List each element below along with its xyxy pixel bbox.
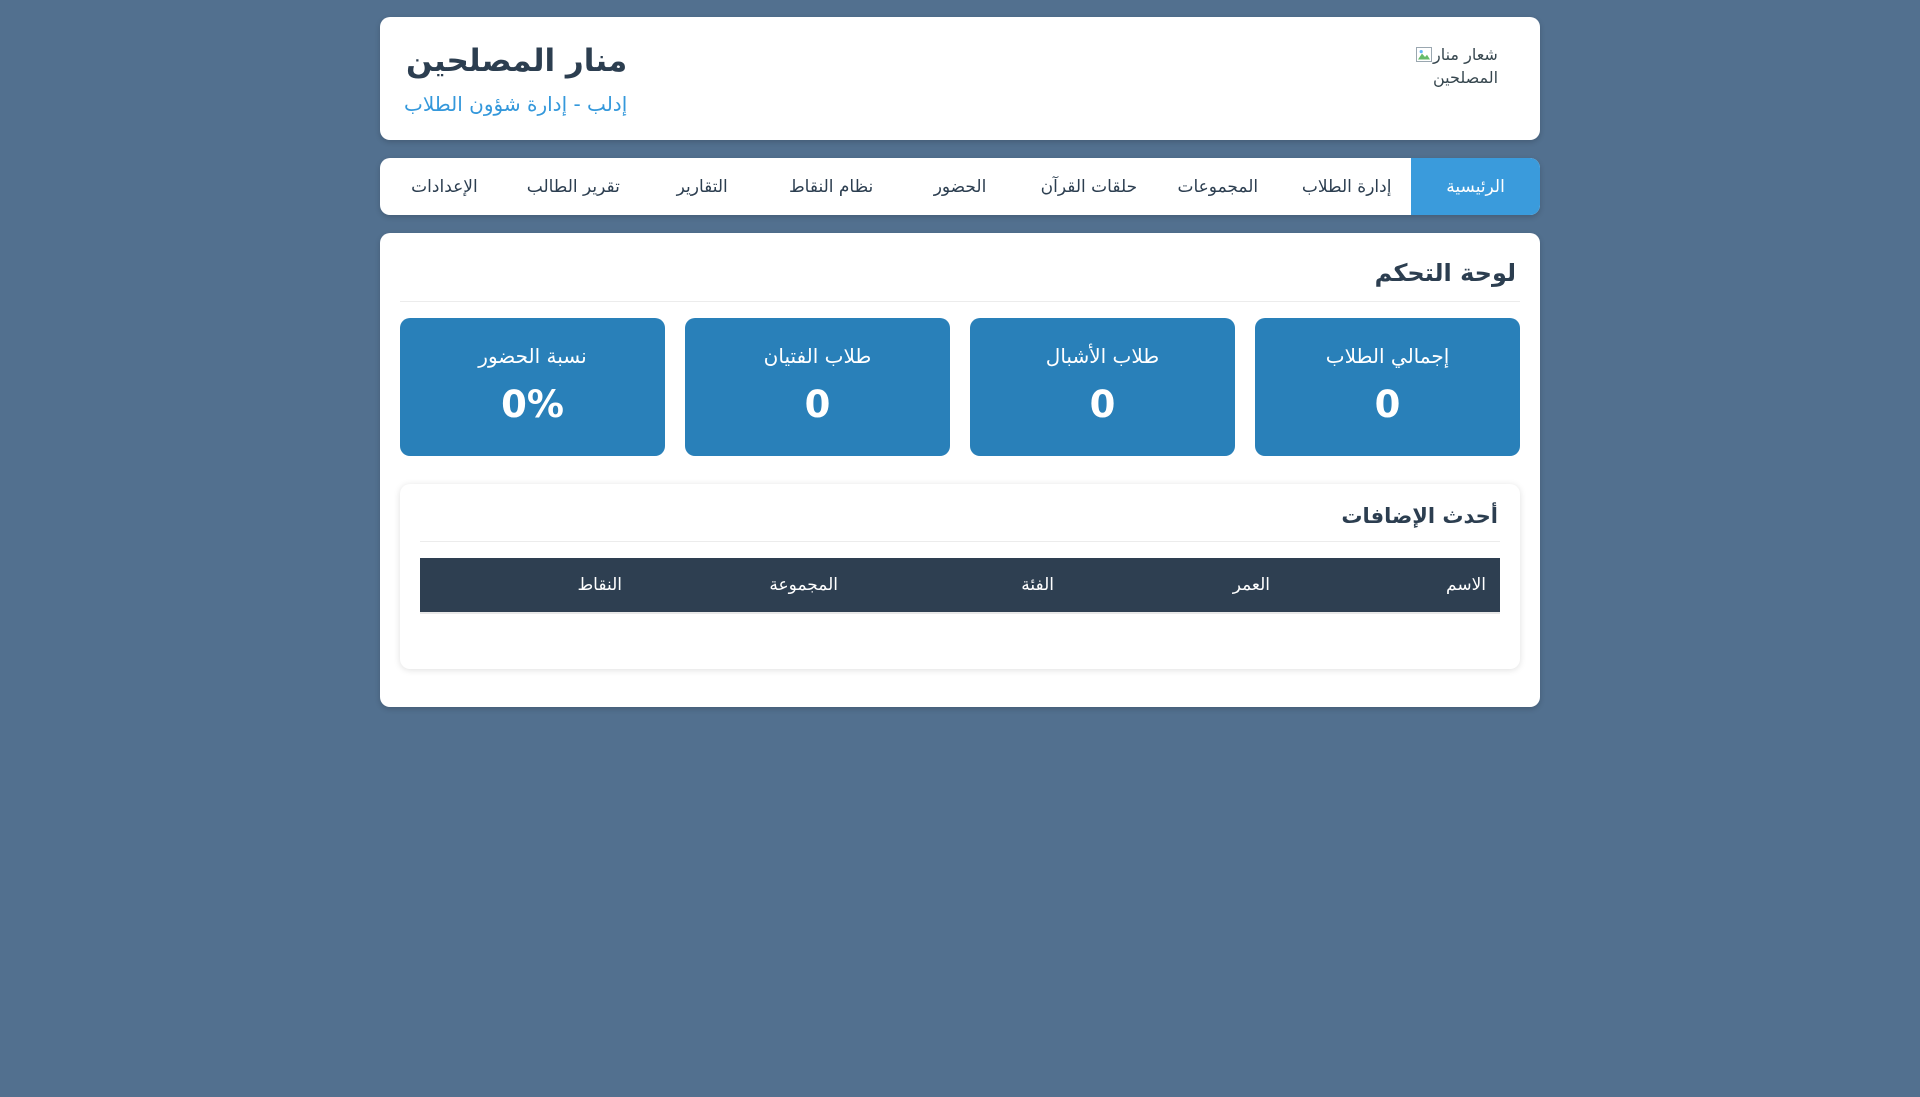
- nav-tab-reports[interactable]: التقارير: [676, 176, 728, 197]
- header-card: [380, 17, 1540, 140]
- stat-card-total-students: [1255, 318, 1520, 456]
- stat-label: طلاب الفتيان: [763, 344, 872, 368]
- nav-tab-students[interactable]: إدارة الطلاب: [1301, 176, 1392, 197]
- column-category: الفئة: [852, 558, 1068, 613]
- nav-tab-student-report[interactable]: تقرير الطالب: [526, 176, 620, 197]
- stat-value: 0: [1089, 383, 1116, 426]
- nav-tab-attendance[interactable]: الحضور: [933, 176, 987, 197]
- latest-additions-table: [420, 558, 1500, 614]
- latest-additions-title: أحدث الإضافات: [420, 502, 1500, 542]
- stat-card-boys-students: [685, 318, 950, 456]
- page-container: [380, 17, 1540, 707]
- app-subtitle-link[interactable]: إدلب - إدارة شؤون الطلاب: [404, 92, 628, 116]
- stat-label: نسبة الحضور: [478, 344, 587, 368]
- nav-tab-settings[interactable]: الإعدادات: [411, 176, 478, 197]
- stat-value: 0: [1374, 383, 1401, 426]
- column-age: العمر: [1068, 558, 1284, 613]
- header-titles: [404, 43, 627, 116]
- nav-tab-groups[interactable]: المجموعات: [1177, 176, 1259, 197]
- dashboard-card: [380, 233, 1540, 707]
- column-group: المجموعة: [636, 558, 852, 613]
- logo-alt-text: شعار منار المصلحين: [1433, 45, 1499, 88]
- stats-row: [400, 318, 1520, 456]
- stat-card-cubs-students: [970, 318, 1235, 456]
- nav-tab-home[interactable]: الرئيسية: [1411, 158, 1540, 215]
- stat-label: طلاب الأشبال: [1045, 344, 1160, 368]
- app-title: منار المصلحين: [405, 43, 628, 79]
- nav-tab-points-system[interactable]: نظام النقاط: [788, 176, 874, 197]
- broken-image-icon: [1416, 46, 1433, 69]
- column-name: الاسم: [1284, 558, 1500, 613]
- table-header-row: [420, 558, 1500, 613]
- stat-label: إجمالي الطلاب: [1325, 344, 1450, 368]
- nav-tab-quran-circles[interactable]: حلقات القرآن: [1040, 176, 1138, 197]
- column-points: النقاط: [420, 558, 636, 613]
- page-title: لوحة التحكم: [400, 253, 1520, 302]
- main-nav: [380, 158, 1540, 215]
- logo-broken-image: [1416, 43, 1516, 89]
- latest-additions-section: [400, 484, 1520, 669]
- stat-card-attendance-rate: [400, 318, 665, 456]
- stat-value: 0%: [501, 383, 564, 426]
- stat-value: 0: [804, 383, 831, 426]
